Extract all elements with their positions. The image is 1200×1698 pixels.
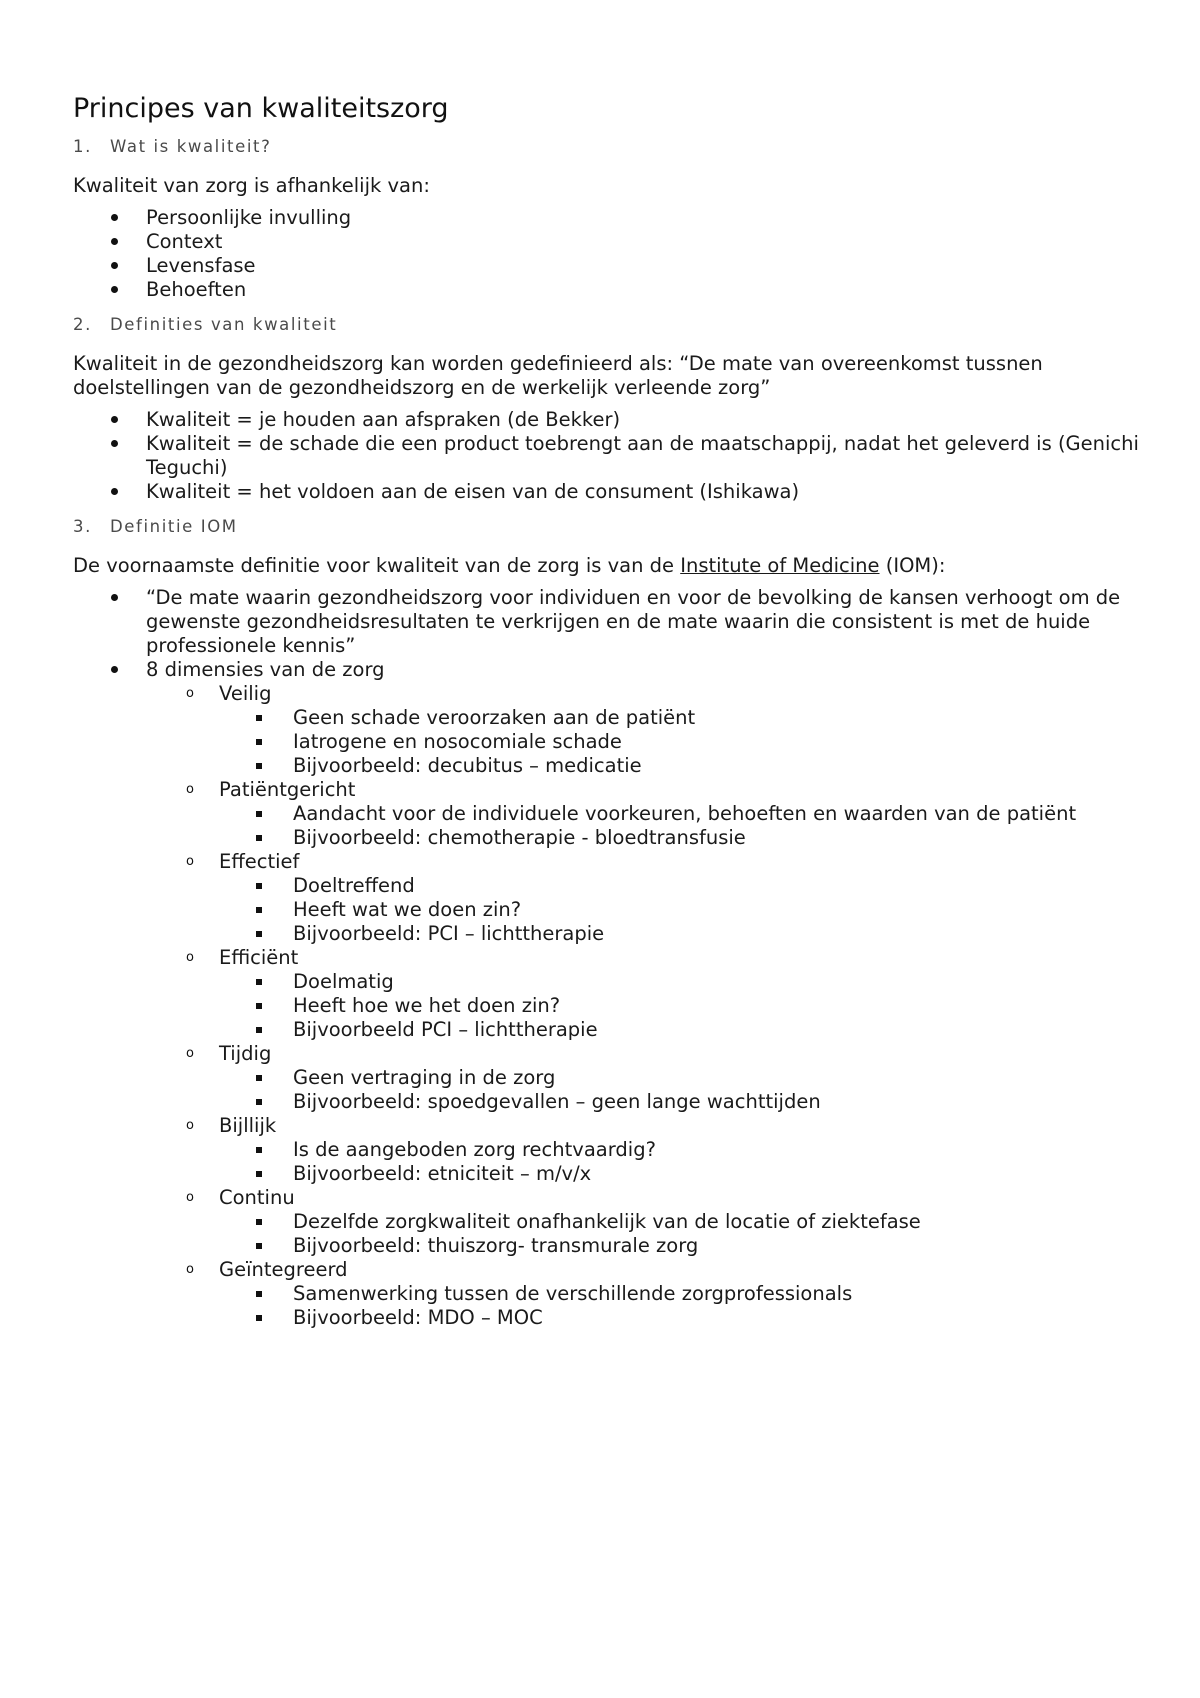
square-bullet-icon [256,1090,264,1114]
section-heading-text: Wat is kwaliteit? [110,137,272,156]
list-item [73,658,1143,1330]
square-bullet-icon [256,1066,264,1090]
list-item: Bijvoorbeeld: PCI – lichttherapie [219,922,1143,946]
dimension-subitems [219,874,1143,946]
list-item: Bijvoorbeeld: spoedgevallen – geen lange wachttijden [219,1090,1143,1114]
list-item: Bijvoorbeeld: decubitus – medicatie [219,754,1143,778]
square-bullet-icon [256,1282,264,1306]
list-item: Iatrogene en nosocomiale schade [219,730,1143,754]
list-item: Persoonlijke invulling [73,206,1143,230]
bullet-icon [111,480,121,504]
circle-bullet-icon: o [186,782,194,797]
circle-bullet-icon: o [186,1190,194,1205]
section-heading-text: Definities van kwaliteit [110,315,338,334]
list-item: Bijvoorbeeld: chemotherapie - bloedtransfusie [219,826,1143,850]
dimension-item: o Continu Dezelfde zorgkwaliteit onafhankelijk van de locatie of ziektefase Bijvoorbeeld: thuiszorg- transmurale zorg [146,1186,1143,1258]
circle-bullet-icon: o [186,1046,194,1061]
section-heading-2 [73,314,1143,336]
dimension-item: o Effectief Doeltreffend Heeft wat we doen zin? Bijvoorbeeld: PCI – lichttherapie [146,850,1143,946]
square-bullet-icon [256,1138,264,1162]
iom-quote: “De mate waarin gezondheidszorg voor individuen en voor de bevolking de kansen verhoogt om de gewenste gezondheidsresultaten te verkrijgen en de mate waarin die consistent is met de huide professionele kennis” [146,586,1121,657]
dimension-subitems [219,1066,1143,1114]
list-item: Levensfase [73,254,1143,278]
list-item: Bijvoorbeeld: MDO – MOC [219,1306,1143,1330]
section-intro: Kwaliteit van zorg is afhankelijk van: [73,174,430,197]
dimension-item: o Geïntegreerd Samenwerking tussen de verschillende zorgprofessionals Bijvoorbeeld: MDO – MOC [146,1258,1143,1330]
bullet-icon [111,206,121,230]
list-item: Aandacht voor de individuele voorkeuren, behoeften en waarden van de patiënt [219,802,1143,826]
section-heading-3 [73,516,1143,538]
bullet-icon [111,408,121,432]
square-bullet-icon [256,1210,264,1234]
section-number: 3. [73,517,92,536]
dimension-item: o Tijdig Geen vertraging in de zorg Bijvoorbeeld: spoedgevallen – geen lange wachttijden [146,1042,1143,1114]
bullet-icon [111,254,121,278]
square-bullet-icon [256,1234,264,1258]
list-item: Heeft wat we doen zin? [219,898,1143,922]
dimension-subitems [219,970,1143,1042]
list-item: Kwaliteit = het voldoen aan de eisen van de consument (Ishikawa) [73,480,1143,504]
bullet-icon [111,432,121,456]
list-item: Samenwerking tussen de verschillende zorgprofessionals [219,1282,1143,1306]
bullet-icon [111,658,121,682]
square-bullet-icon [256,730,264,754]
square-bullet-icon [256,1306,264,1330]
bullet-list [73,586,1143,1330]
list-item: Kwaliteit = je houden aan afspraken (de Bekker) [73,408,1143,432]
dimension-subitems [219,802,1143,850]
dimension-item: o Bijllijk Is de aangeboden zorg rechtvaardig? Bijvoorbeeld: etniciteit – m/v/x [146,1114,1143,1186]
list-item: Doeltreffend [219,874,1143,898]
circle-bullet-icon: o [186,1118,194,1133]
section-heading-text: Definitie IOM [110,517,238,536]
dimension-subitems [219,1210,1143,1258]
section-intro: Kwaliteit in de gezondheidszorg kan worden gedefinieerd als: “De mate van overeenkomst tussnen doelstellingen van de gezondheidszorg en de werkelijk verleende zorg” [73,352,1043,399]
section-number: 2. [73,315,92,334]
list-item: Bijvoorbeeld: etniciteit – m/v/x [219,1162,1143,1186]
dimension-subitems [219,706,1143,778]
list-item: Dezelfde zorgkwaliteit onafhankelijk van de locatie of ziektefase [219,1210,1143,1234]
list-item: Kwaliteit = de schade die een product toebrengt aan de maatschappij, nadat het geleverd is (Genichi Teguchi) [73,432,1143,480]
document-page [73,92,1143,1330]
list-item: Is de aangeboden zorg rechtvaardig? [219,1138,1143,1162]
circle-bullet-icon: o [186,686,194,701]
circle-bullet-icon: o [186,854,194,869]
square-bullet-icon [256,802,264,826]
square-bullet-icon [256,874,264,898]
dimension-item: o Veilig Geen schade veroorzaken aan de patiënt Iatrogene en nosocomiale schade Bijvoorbeeld: decubitus – medicatie [146,682,1143,778]
bullet-icon [111,586,121,610]
square-bullet-icon [256,826,264,850]
square-bullet-icon [256,922,264,946]
dimensions-list [146,682,1143,1330]
square-bullet-icon [256,1162,264,1186]
square-bullet-icon [256,898,264,922]
list-item: Doelmatig [219,970,1143,994]
square-bullet-icon [256,754,264,778]
list-item: Heeft hoe we het doen zin? [219,994,1143,1018]
list-item [73,586,1143,658]
dimension-subitems [219,1138,1143,1186]
list-item: Bijvoorbeeld: thuiszorg- transmurale zorg [219,1234,1143,1258]
bullet-list [73,408,1143,504]
section-heading-1 [73,136,1143,158]
circle-bullet-icon: o [186,950,194,965]
document-title: Principes van kwaliteitszorg [73,93,449,124]
dimension-item: o Patiëntgericht Aandacht voor de individuele voorkeuren, behoeften en waarden van de patiënt Bijvoorbeeld: chemotherapie - bloedtransfusie [146,778,1143,850]
square-bullet-icon [256,994,264,1018]
section-intro: De voornaamste definitie voor kwaliteit van de zorg is van de Institute of Medicine (IOM): [73,554,946,577]
dimension-item: o Efficiënt Doelmatig Heeft hoe we het doen zin? Bijvoorbeeld PCI – lichttherapie [146,946,1143,1042]
institute-of-medicine-link[interactable]: Institute of Medicine [680,554,880,577]
circle-bullet-icon: o [186,1262,194,1277]
bullet-icon [111,230,121,254]
list-item: Bijvoorbeeld PCI – lichttherapie [219,1018,1143,1042]
square-bullet-icon [256,1018,264,1042]
list-item: Context [73,230,1143,254]
section-number: 1. [73,137,92,156]
list-item: Geen schade veroorzaken aan de patiënt [219,706,1143,730]
square-bullet-icon [256,970,264,994]
list-item: Behoeften [73,278,1143,302]
dimension-subitems [219,1282,1143,1330]
list-item: Geen vertraging in de zorg [219,1066,1143,1090]
dimensions-label: 8 dimensies van de zorg [146,658,385,681]
square-bullet-icon [256,706,264,730]
bullet-icon [111,278,121,302]
bullet-list [73,206,1143,302]
